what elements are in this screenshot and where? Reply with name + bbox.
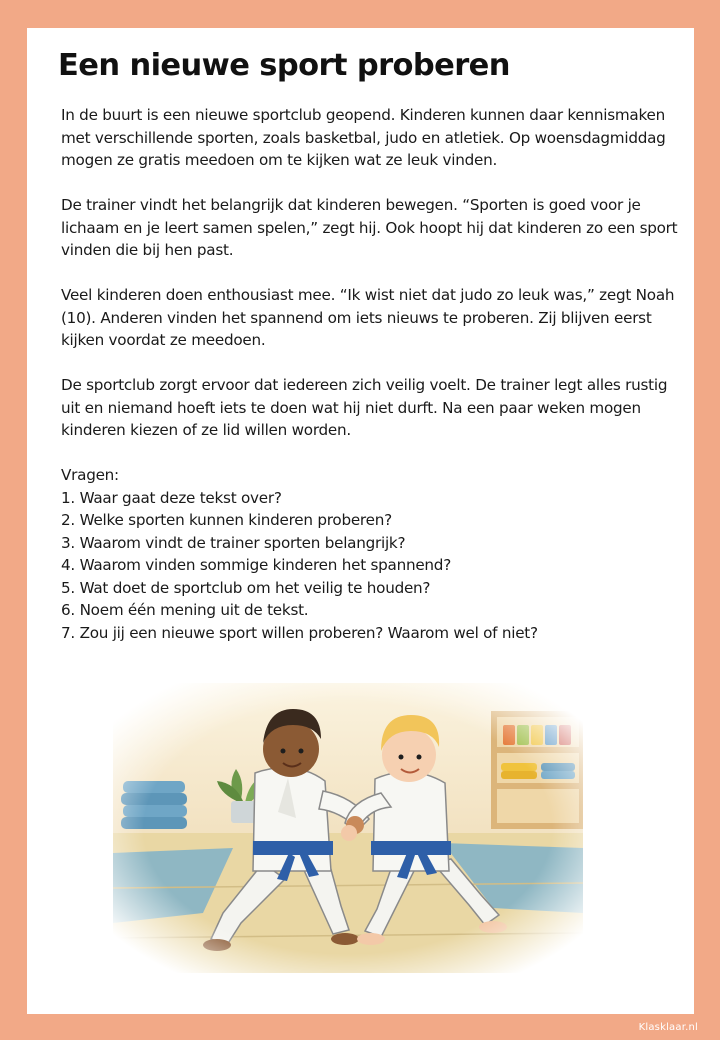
article-body	[61, 104, 686, 644]
question-item: 5. Wat doet de sportclub om het veilig te houden?	[61, 578, 431, 597]
question-item: 6. Noem één mening uit de tekst.	[61, 601, 309, 619]
question-item: 1. Waar gaat deze tekst over?	[61, 488, 282, 507]
questions-list	[61, 487, 686, 645]
site-credit: Klasklaar.nl	[638, 1022, 698, 1033]
paragraph-4: De sportclub zorgt ervoor dat iedereen zich veilig voelt. De trainer legt alles rustig uit en niemand hoeft iets te doen wat hij niet durft. Na een paar weken mogen kinderen kiezen of ze lid willen worden.	[61, 376, 668, 439]
questions-heading: Vragen:	[61, 466, 119, 484]
worksheet-page	[27, 28, 694, 1014]
judo-kids-illustration	[113, 683, 583, 973]
page-title: Een nieuwe sport proberen	[58, 48, 510, 83]
question-item: 4. Waarom vinden sommige kinderen het spannend?	[61, 556, 452, 574]
paragraph-3: Veel kinderen doen enthousiast mee. “Ik wist niet dat judo zo leuk was,” zegt Noah (10). Anderen vinden het spannend om iets nieuws te proberen. Zij blijven eerst kijken voordat ze meedoen.	[61, 286, 675, 349]
question-item: 3. Waarom vindt de trainer sporten belangrijk?	[61, 533, 406, 552]
question-item: 7. Zou jij een nieuwe sport willen proberen? Waarom wel of niet?	[61, 623, 538, 642]
question-item: 2. Welke sporten kunnen kinderen proberen?	[61, 511, 392, 529]
paragraph-2: De trainer vindt het belangrijk dat kinderen bewegen. “Sporten is goed voor je lichaam en je leert samen spelen,” zegt hij. Ook hoopt hij dat kinderen zo een sport vinden die bij hen past.	[61, 196, 678, 259]
paragraph-1: In de buurt is een nieuwe sportclub geopend. Kinderen kunnen daar kennismaken met verschillende sporten, zoals basketbal, judo en atletiek. Op woensdagmiddag mogen ze gratis meedoen om te kijken wat ze leuk vinden.	[61, 106, 666, 169]
